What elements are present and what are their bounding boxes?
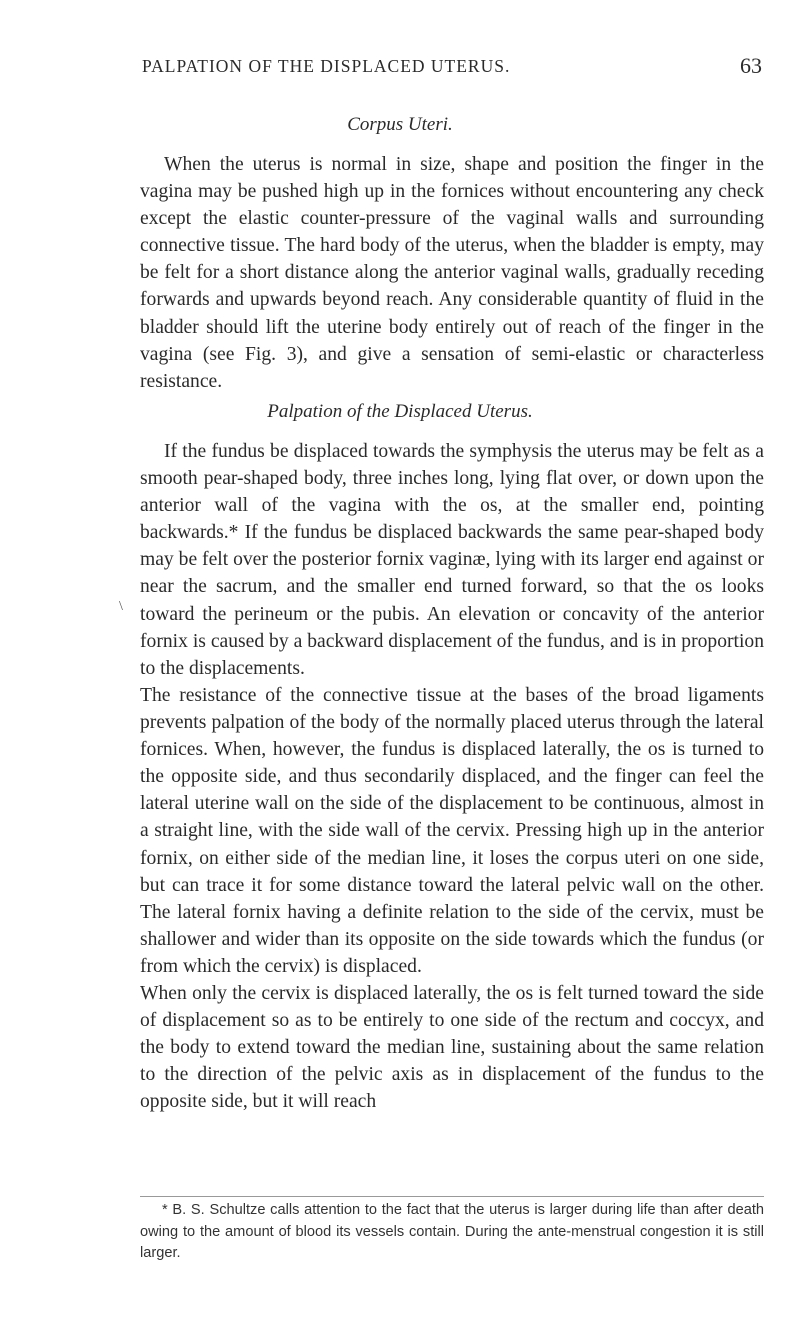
running-head-title: PALPATION OF THE DISPLACED UTERUS.	[142, 56, 511, 76]
page-number: 63	[740, 53, 762, 78]
section-heading-displaced-uterus: Palpation of the Displaced Uterus.	[267, 401, 533, 422]
footnote	[140, 1200, 764, 1265]
paragraph-normal-uterus	[140, 151, 764, 395]
paragraph-text: If the fundus be displaced towards the symphysis the uterus may be felt as a smooth pear-shaped body, three inches long, lying flat over, or down upon the anterior wall of the vagina with the os, at the smaller end, pointing backwards.* If the fundus be displaced backwards the same pear-shaped body may be felt over the posterior fornix vaginæ, lying with its larger end against or near the sacrum, and the smaller end turned forward, so that the os looks toward the perineum or the pubis. An elevation or concavity of the anterior fornix is caused by a backward displacement of the fundus, and is in proportion to the displacements.	[140, 441, 764, 679]
paragraph-lateral-displacement	[140, 682, 764, 980]
paragraph-text: The resistance of the connective tissue at the bases of the broad ligaments prevents palpation of the body of the normally placed uterus through the lateral fornices. When, however, the fundus is displaced laterally, the os is turned to the opposite side, and thus secondarily displaced, and the finger can feel the lateral uterine wall on the side of the displacement to be continuous, almost in a straight line, with the side wall of the cervix. Pressing high up in the anterior fornix, on either side of the median line, it loses the corpus uteri on one side, but can trace it for some distance toward the lateral pelvic wall on the other. The lateral fornix having a definite relation to the side of the cervix, must be shallower and wider than its opposite on the side towards which the fundus (or from which the cervix) is displaced.	[140, 685, 764, 977]
paragraph-cervix-displacement	[140, 980, 764, 1115]
paragraph-text: When only the cervix is displaced laterally, the os is felt turned toward the side of displacement so as to be entirely to one side of the rectum and coccyx, and the body to extend toward the median line, sustaining about the same relation to the direction of the pelvic axis as in displacement of the fundus to the opposite side, but it will reach	[140, 983, 764, 1113]
paragraph-text: When the uterus is normal in size, shape and position the finger in the vagina may be pushed high up in the fornices without encountering any check except the elastic counter-pressure of the vaginal walls and surrounding connective tissue. The hard body of the uterus, when the bladder is empty, may be felt for a short distance along the anterior vaginal walls, gradually receding forwards and upwards beyond reach. Any considerable quantity of fluid in the bladder should lift the uterine body entirely out of reach of the finger in the vagina (see Fig. 3), and give a sensation of semi-elastic or characterless resistance.	[140, 154, 764, 392]
section-heading-corpus-uteri: Corpus Uteri.	[347, 114, 453, 135]
footnote-text: * B. S. Schultze calls attention to the fact that the uterus is larger during life than after death owing to the amount of blood its vessels contain. During the ante-menstrual congestion it is still larger.	[140, 1202, 764, 1261]
margin-mark: \	[119, 599, 123, 614]
footnote-rule	[140, 1196, 764, 1197]
paragraph-fundus-displacement	[140, 438, 764, 682]
